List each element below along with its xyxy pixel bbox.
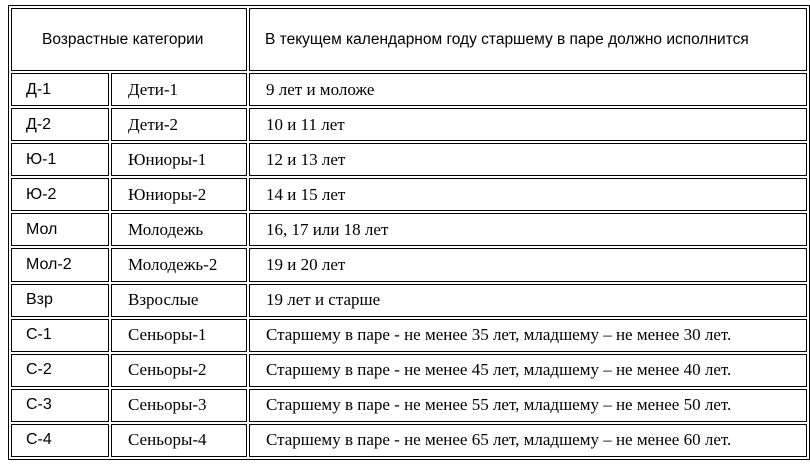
category-code: С-4 bbox=[11, 424, 109, 457]
table-row bbox=[11, 143, 807, 176]
category-name: Юниоры-1 bbox=[111, 143, 247, 176]
table-row bbox=[11, 284, 807, 317]
age-requirement: 19 и 20 лет bbox=[249, 248, 807, 281]
table-row bbox=[11, 319, 807, 352]
category-code: Д-2 bbox=[11, 108, 109, 141]
age-requirement: Старшему в паре - не менее 65 лет, младшему – не менее 60 лет. bbox=[249, 424, 807, 457]
category-name: Молодежь-2 bbox=[111, 248, 247, 281]
category-code: С-3 bbox=[11, 389, 109, 422]
table-row bbox=[11, 108, 807, 141]
age-requirement: 9 лет и моложе bbox=[249, 73, 807, 106]
category-name: Взрослые bbox=[111, 284, 247, 317]
age-category-table-wrapper bbox=[8, 5, 810, 460]
category-name: Сеньоры-3 bbox=[111, 389, 247, 422]
category-code: Д-1 bbox=[11, 73, 109, 106]
age-requirement: 14 и 15 лет bbox=[249, 178, 807, 211]
category-code: Взр bbox=[11, 284, 109, 317]
header-age-rule: В текущем календарном году старшему в паре должно исполнится bbox=[249, 8, 807, 71]
age-requirement: 12 и 13 лет bbox=[249, 143, 807, 176]
age-requirement: Старшему в паре - не менее 35 лет, младшему – не менее 30 лет. bbox=[249, 319, 807, 352]
category-name: Юниоры-2 bbox=[111, 178, 247, 211]
table-row bbox=[11, 178, 807, 211]
category-name: Дети-2 bbox=[111, 108, 247, 141]
age-requirement: 19 лет и старше bbox=[249, 284, 807, 317]
category-name: Сеньоры-4 bbox=[111, 424, 247, 457]
header-category: Возрастные категории bbox=[11, 8, 247, 71]
table-row bbox=[11, 389, 807, 422]
category-code: Ю-1 bbox=[11, 143, 109, 176]
table-row bbox=[11, 213, 807, 246]
category-code: Ю-2 bbox=[11, 178, 109, 211]
category-name: Дети-1 bbox=[111, 73, 247, 106]
category-name: Сеньоры-1 bbox=[111, 319, 247, 352]
age-category-table bbox=[8, 5, 810, 460]
table-header-row bbox=[11, 8, 807, 71]
table-row bbox=[11, 248, 807, 281]
category-code: С-2 bbox=[11, 354, 109, 387]
category-code: Мол-2 bbox=[11, 248, 109, 281]
category-code: С-1 bbox=[11, 319, 109, 352]
age-requirement: Старшему в паре - не менее 45 лет, младшему – не менее 40 лет. bbox=[249, 354, 807, 387]
table-row bbox=[11, 73, 807, 106]
category-name: Сеньоры-2 bbox=[111, 354, 247, 387]
category-code: Мол bbox=[11, 213, 109, 246]
age-requirement: 10 и 11 лет bbox=[249, 108, 807, 141]
age-requirement: 16, 17 или 18 лет bbox=[249, 213, 807, 246]
table-row bbox=[11, 424, 807, 457]
category-name: Молодежь bbox=[111, 213, 247, 246]
table-row bbox=[11, 354, 807, 387]
age-requirement: Старшему в паре - не менее 55 лет, младшему – не менее 50 лет. bbox=[249, 389, 807, 422]
